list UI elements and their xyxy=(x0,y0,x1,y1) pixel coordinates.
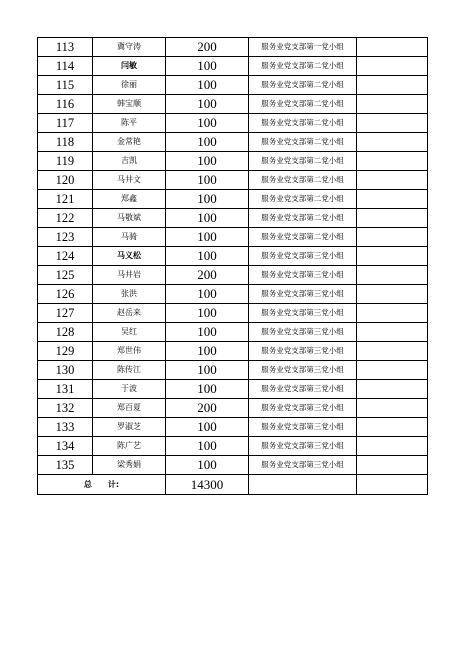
party-group: 服务业党支部第三党小组 xyxy=(249,456,357,475)
donation-amount: 100 xyxy=(166,209,249,228)
total-label xyxy=(38,475,166,495)
row-number: 122 xyxy=(38,209,93,228)
donation-amount: 100 xyxy=(166,456,249,475)
row-number: 120 xyxy=(38,171,93,190)
total-empty-cell xyxy=(249,475,357,495)
row-number: 134 xyxy=(38,437,93,456)
table-row xyxy=(38,266,428,285)
party-group: 服务业党支部第一党小组 xyxy=(249,38,357,57)
party-group: 服务业党支部第二党小组 xyxy=(249,209,357,228)
table-row xyxy=(38,152,428,171)
row-number: 126 xyxy=(38,285,93,304)
party-group: 服务业党支部第二党小组 xyxy=(249,57,357,76)
donation-amount: 100 xyxy=(166,57,249,76)
member-name: 马井文 xyxy=(93,171,166,190)
donation-amount: 100 xyxy=(166,437,249,456)
note-cell xyxy=(357,190,428,209)
table-row xyxy=(38,247,428,266)
note-cell xyxy=(357,133,428,152)
row-number: 125 xyxy=(38,266,93,285)
member-name: 冀守涛 xyxy=(93,38,166,57)
donation-amount: 200 xyxy=(166,399,249,418)
donation-amount: 100 xyxy=(166,95,249,114)
donation-amount: 100 xyxy=(166,342,249,361)
note-cell xyxy=(357,228,428,247)
table-row xyxy=(38,323,428,342)
table-row xyxy=(38,380,428,399)
total-label-left: 总 xyxy=(83,479,92,489)
row-number: 128 xyxy=(38,323,93,342)
donation-amount: 100 xyxy=(166,171,249,190)
party-group: 服务业党支部第三党小组 xyxy=(249,285,357,304)
party-group: 服务业党支部第二党小组 xyxy=(249,152,357,171)
note-cell xyxy=(357,437,428,456)
member-name: 马井岩 xyxy=(93,266,166,285)
donation-amount: 100 xyxy=(166,76,249,95)
donation-amount: 100 xyxy=(166,285,249,304)
table-row xyxy=(38,95,428,114)
table-row xyxy=(38,342,428,361)
total-amount: 14300 xyxy=(166,475,249,495)
row-number: 118 xyxy=(38,133,93,152)
row-number: 117 xyxy=(38,114,93,133)
member-name: 徐丽 xyxy=(93,76,166,95)
row-number: 131 xyxy=(38,380,93,399)
note-cell xyxy=(357,76,428,95)
member-name: 于波 xyxy=(93,380,166,399)
member-name: 郑百夏 xyxy=(93,399,166,418)
row-number: 123 xyxy=(38,228,93,247)
donation-amount: 100 xyxy=(166,133,249,152)
note-cell xyxy=(357,456,428,475)
row-number: 114 xyxy=(38,57,93,76)
table-row xyxy=(38,361,428,380)
row-number: 119 xyxy=(38,152,93,171)
member-name: 吉凯 xyxy=(93,152,166,171)
note-cell xyxy=(357,342,428,361)
total-label-right: 计: xyxy=(107,479,120,489)
party-group: 服务业党支部第二党小组 xyxy=(249,133,357,152)
table-row xyxy=(38,57,428,76)
party-group: 服务业党支部第三党小组 xyxy=(249,266,357,285)
row-number: 115 xyxy=(38,76,93,95)
table-row xyxy=(38,190,428,209)
row-number: 116 xyxy=(38,95,93,114)
row-number: 132 xyxy=(38,399,93,418)
row-number: 121 xyxy=(38,190,93,209)
note-cell xyxy=(357,266,428,285)
table-row xyxy=(38,228,428,247)
member-name: 吴红 xyxy=(93,323,166,342)
total-row xyxy=(38,475,428,495)
note-cell xyxy=(357,399,428,418)
member-name: 金常艳 xyxy=(93,133,166,152)
member-name: 张洪 xyxy=(93,285,166,304)
note-cell xyxy=(357,380,428,399)
party-group: 服务业党支部第二党小组 xyxy=(249,76,357,95)
table-row xyxy=(38,76,428,95)
row-number: 129 xyxy=(38,342,93,361)
note-cell xyxy=(357,247,428,266)
table-row xyxy=(38,437,428,456)
note-cell xyxy=(357,95,428,114)
member-name: 韩宝顺 xyxy=(93,95,166,114)
note-cell xyxy=(357,152,428,171)
donation-amount: 200 xyxy=(166,266,249,285)
party-group: 服务业党支部第三党小组 xyxy=(249,437,357,456)
member-name: 郑鑫 xyxy=(93,190,166,209)
note-cell xyxy=(357,418,428,437)
member-name: 陈传江 xyxy=(93,361,166,380)
note-cell xyxy=(357,285,428,304)
party-group: 服务业党支部第三党小组 xyxy=(249,361,357,380)
party-group: 服务业党支部第三党小组 xyxy=(249,323,357,342)
member-name: 梁秀娟 xyxy=(93,456,166,475)
note-cell xyxy=(357,38,428,57)
donation-amount: 100 xyxy=(166,228,249,247)
note-cell xyxy=(357,171,428,190)
row-number: 124 xyxy=(38,247,93,266)
party-group: 服务业党支部第三党小组 xyxy=(249,304,357,323)
party-group: 服务业党支部第二党小组 xyxy=(249,95,357,114)
member-name: 罗淑芝 xyxy=(93,418,166,437)
donation-amount: 200 xyxy=(166,38,249,57)
donation-amount: 100 xyxy=(166,114,249,133)
note-cell xyxy=(357,209,428,228)
donation-amount: 100 xyxy=(166,190,249,209)
member-name: 马骑 xyxy=(93,228,166,247)
party-group: 服务业党支部第三党小组 xyxy=(249,418,357,437)
table-row xyxy=(38,171,428,190)
row-number: 133 xyxy=(38,418,93,437)
member-name: 陈平 xyxy=(93,114,166,133)
table-row xyxy=(38,418,428,437)
party-group: 服务业党支部第三党小组 xyxy=(249,342,357,361)
member-name: 马义松 xyxy=(93,247,166,266)
note-cell xyxy=(357,323,428,342)
table-row xyxy=(38,399,428,418)
note-cell xyxy=(357,304,428,323)
table-row xyxy=(38,209,428,228)
donation-amount: 100 xyxy=(166,380,249,399)
note-cell xyxy=(357,361,428,380)
member-name: 赵岳来 xyxy=(93,304,166,323)
party-group: 服务业党支部第二党小组 xyxy=(249,190,357,209)
party-group: 服务业党支部第三党小组 xyxy=(249,399,357,418)
party-group: 服务业党支部第三党小组 xyxy=(249,380,357,399)
donation-table xyxy=(37,37,428,495)
row-number: 130 xyxy=(38,361,93,380)
party-group: 服务业党支部第二党小组 xyxy=(249,228,357,247)
member-name: 陈广艺 xyxy=(93,437,166,456)
donation-amount: 100 xyxy=(166,304,249,323)
table-row xyxy=(38,304,428,323)
party-group: 服务业党支部第二党小组 xyxy=(249,114,357,133)
table-row xyxy=(38,285,428,304)
member-name: 马敬斌 xyxy=(93,209,166,228)
table-body xyxy=(38,38,428,475)
note-cell xyxy=(357,57,428,76)
donation-amount: 100 xyxy=(166,152,249,171)
table-row xyxy=(38,133,428,152)
donation-amount: 100 xyxy=(166,361,249,380)
party-group: 服务业党支部第二党小组 xyxy=(249,171,357,190)
member-name: 闫敏 xyxy=(93,57,166,76)
member-name: 郑世伟 xyxy=(93,342,166,361)
row-number: 127 xyxy=(38,304,93,323)
table-row xyxy=(38,114,428,133)
donation-amount: 100 xyxy=(166,247,249,266)
note-cell xyxy=(357,114,428,133)
row-number: 135 xyxy=(38,456,93,475)
table-row xyxy=(38,456,428,475)
row-number: 113 xyxy=(38,38,93,57)
table-row xyxy=(38,38,428,57)
total-note-cell xyxy=(357,475,428,495)
donation-amount: 100 xyxy=(166,323,249,342)
party-group: 服务业党支部第三党小组 xyxy=(249,247,357,266)
donation-amount: 100 xyxy=(166,418,249,437)
